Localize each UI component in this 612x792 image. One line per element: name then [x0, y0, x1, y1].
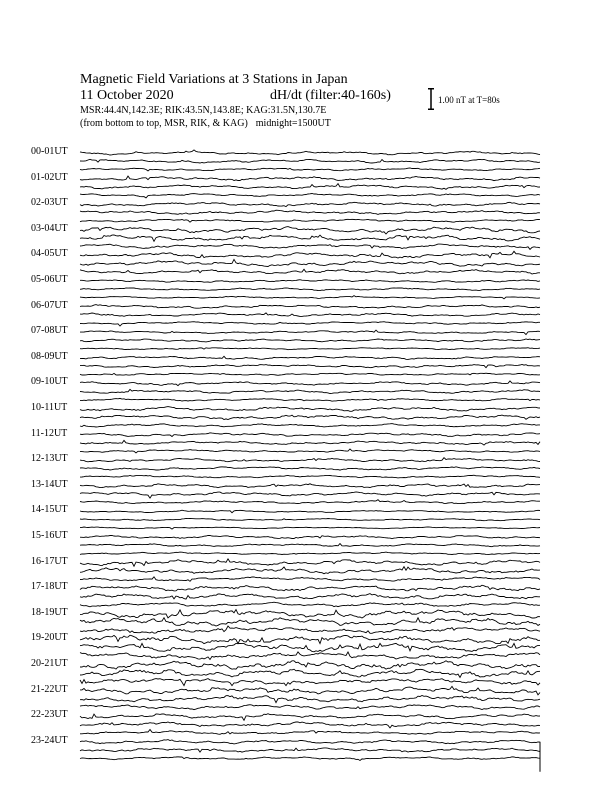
trace-kag-17-18UT: [80, 602, 540, 607]
trace-msr-06-07UT: [80, 305, 540, 309]
trace-rik-02-03UT: [80, 210, 540, 214]
trace-rik-23-24UT: [80, 748, 540, 752]
trace-kag-04-05UT: [80, 269, 540, 274]
trace-msr-23-24UT: [80, 740, 540, 744]
hour-label: 02-03UT: [31, 197, 68, 209]
trace-rik-03-04UT: [80, 235, 540, 241]
trace-msr-05-06UT: [80, 280, 540, 283]
trace-msr-10-11UT: [80, 407, 540, 412]
hour-label: 18-19UT: [31, 606, 68, 618]
trace-msr-01-02UT: [80, 176, 540, 181]
hour-label: 03-04UT: [31, 222, 68, 234]
trace-rik-18-19UT: [80, 618, 540, 626]
hour-label: 09-10UT: [31, 376, 68, 388]
trace-kag-11-12UT: [80, 449, 540, 453]
trace-msr-19-20UT: [80, 635, 540, 643]
hour-label: 21-22UT: [31, 683, 68, 695]
trace-kag-07-08UT: [80, 348, 540, 350]
hour-label: 12-13UT: [31, 453, 68, 465]
hour-label: 16-17UT: [31, 555, 68, 567]
hour-label: 10-11UT: [31, 402, 68, 413]
trace-msr-11-12UT: [80, 433, 540, 437]
trace-msr-18-19UT: [80, 610, 540, 618]
trace-kag-19-20UT: [80, 652, 540, 660]
trace-rik-14-15UT: [80, 518, 540, 520]
trace-rik-15-16UT: [80, 544, 540, 547]
hour-label: 08-09UT: [31, 350, 68, 362]
trace-rik-07-08UT: [80, 339, 540, 342]
trace-kag-23-24UT: [80, 757, 540, 761]
hour-label: 19-20UT: [31, 632, 68, 644]
trace-msr-02-03UT: [80, 202, 540, 206]
trace-rik-08-09UT: [80, 365, 540, 368]
hour-label: 11-12UT: [31, 427, 68, 439]
trace-kag-05-06UT: [80, 296, 540, 299]
trace-msr-16-17UT: [80, 559, 540, 566]
trace-kag-21-22UT: [80, 705, 540, 710]
hour-label: 07-08UT: [31, 325, 68, 337]
trace-rik-19-20UT: [80, 643, 540, 651]
hour-label: 06-07UT: [31, 299, 68, 311]
trace-rik-12-13UT: [80, 467, 540, 470]
hour-label: 15-16UT: [31, 530, 68, 541]
trace-kag-10-11UT: [80, 424, 540, 427]
hour-label: 22-23UT: [31, 709, 68, 721]
trace-rik-09-10UT: [80, 389, 540, 393]
trace-kag-16-17UT: [80, 577, 540, 582]
trace-kag-12-13UT: [80, 475, 540, 478]
trace-kag-08-09UT: [80, 373, 540, 375]
trace-msr-13-14UT: [80, 484, 540, 488]
trace-rik-01-02UT: [80, 184, 540, 190]
hour-label: 17-18UT: [31, 581, 68, 593]
trace-msr-12-13UT: [80, 458, 540, 462]
trace-kag-06-07UT: [80, 322, 540, 326]
trace-kag-03-04UT: [80, 244, 540, 249]
trace-rik-17-18UT: [80, 594, 540, 600]
trace-kag-01-02UT: [80, 194, 540, 198]
trace-msr-08-09UT: [80, 356, 540, 359]
hour-label: 20-21UT: [31, 658, 68, 669]
trace-kag-15-16UT: [80, 552, 540, 555]
trace-msr-20-21UT: [80, 661, 540, 669]
trace-rik-22-23UT: [80, 722, 540, 728]
trace-rik-20-21UT: [80, 669, 540, 677]
trace-msr-09-10UT: [80, 381, 540, 386]
trace-msr-03-04UT: [80, 227, 540, 234]
trace-kag-22-23UT: [80, 730, 540, 735]
trace-kag-13-14UT: [80, 500, 540, 504]
trace-msr-04-05UT: [80, 251, 540, 258]
trace-kag-18-19UT: [80, 626, 540, 633]
chart-date: 11 October 2020: [80, 88, 174, 103]
hour-label: 14-15UT: [31, 504, 68, 516]
chart-title: Magnetic Field Variations at 3 Stations in Japan: [80, 72, 348, 87]
hour-label: 05-06UT: [31, 274, 68, 285]
trace-rik-10-11UT: [80, 415, 540, 419]
trace-rik-13-14UT: [80, 492, 540, 498]
hour-label: 01-02UT: [31, 171, 68, 183]
chart-filter: dH/dt (filter:40-160s): [270, 88, 391, 103]
trace-msr-07-08UT: [80, 330, 540, 335]
station-order: (from bottom to top, MSR, RIK, & KAG): [80, 118, 248, 129]
trace-msr-15-16UT: [80, 535, 540, 538]
trace-kag-02-03UT: [80, 219, 540, 222]
trace-rik-16-17UT: [80, 567, 540, 574]
trace-msr-00-01UT: [80, 150, 540, 155]
trace-rik-00-01UT: [80, 159, 540, 163]
trace-kag-14-15UT: [80, 527, 540, 529]
trace-kag-20-21UT: [80, 679, 540, 686]
trace-rik-21-22UT: [80, 696, 540, 703]
trace-rik-11-12UT: [80, 440, 540, 445]
hour-label: 23-24UT: [31, 734, 68, 746]
scale-label: 1.00 nT at T=80s: [438, 95, 500, 105]
trace-rik-04-05UT: [80, 259, 540, 266]
trace-kag-00-01UT: [80, 168, 540, 171]
hour-label: 00-01UT: [31, 146, 68, 157]
hour-label: 04-05UT: [31, 248, 68, 260]
station-coordinates: MSR:44.4N,142.3E; RIK:43.5N,143.8E; KAG:31.5N,130.7E: [80, 105, 327, 116]
trace-msr-21-22UT: [80, 686, 540, 694]
trace-msr-17-18UT: [80, 585, 540, 591]
trace-kag-09-10UT: [80, 398, 540, 401]
hour-label: 13-14UT: [31, 478, 68, 490]
trace-rik-05-06UT: [80, 288, 540, 291]
midnight-note: midnight=1500UT: [255, 118, 331, 129]
trace-msr-22-23UT: [80, 714, 540, 721]
trace-rik-06-07UT: [80, 313, 540, 317]
trace-msr-14-15UT: [80, 510, 540, 513]
